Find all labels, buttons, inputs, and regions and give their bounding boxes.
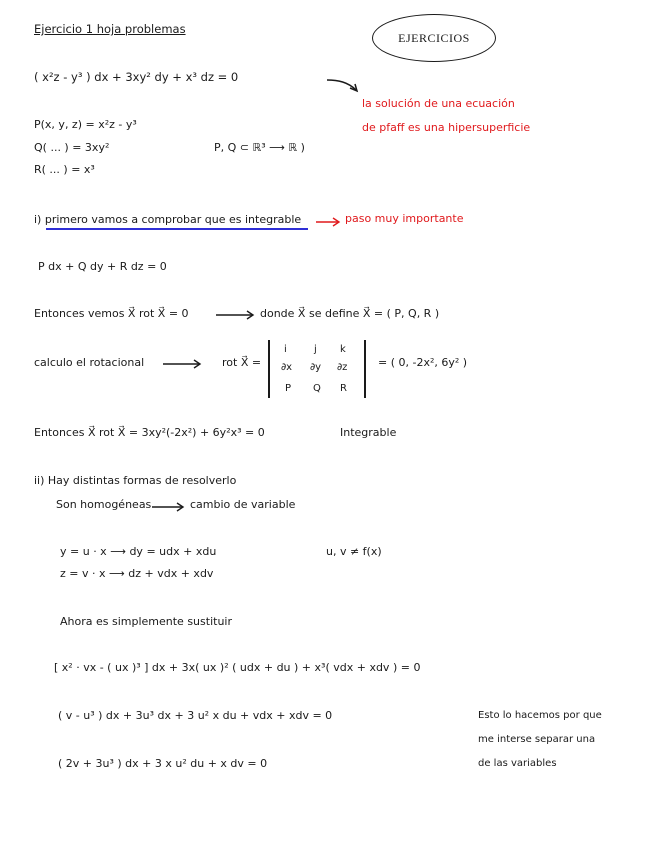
- sub-y: y = u · x ⟶ dy = udx + xdu: [60, 545, 217, 558]
- arrow-icon: [316, 217, 342, 227]
- simplified-eq: ( v - u³ ) dx + 3u³ dx + 3 u² x du + vdx + xdv = 0: [58, 709, 333, 722]
- change-variable: cambio de variable: [190, 498, 296, 511]
- matrix-cell: P: [285, 383, 292, 394]
- p-definition: P(x, y, z) = x²z - y³: [34, 118, 137, 131]
- arrow-icon: [326, 78, 360, 94]
- rot-label: rot X⃗ =: [222, 356, 262, 369]
- arrow-icon: [163, 359, 203, 369]
- matrix-cell: ∂y: [310, 362, 322, 373]
- pfaff-form: P dx + Q dy + R dz = 0: [38, 260, 167, 273]
- main-equation: ( x²z - y³ ) dx + 3xy² dy + x³ dz = 0: [34, 70, 239, 84]
- sub-z: z = v · x ⟶ dz + vdx + xdv: [60, 567, 214, 580]
- substituted-eq: [ x² · vx - ( ux )³ ] dx + 3x( ux )² ( udx + du ) + x³( vdx + xdv ) = 0: [54, 661, 421, 674]
- uv-note: u, v ≠ f(x): [326, 545, 382, 558]
- matrix-cell: i: [284, 344, 287, 355]
- matrix-cell: Q: [313, 383, 321, 394]
- integrable-check: Entonces X⃗ rot X⃗ = 3xy²(-2x²) + 6y²x³ = 0: [34, 426, 265, 439]
- arrow-icon: [216, 310, 256, 320]
- matrix-cell: ∂z: [337, 362, 348, 373]
- r-definition: R( ... ) = x³: [34, 163, 95, 176]
- matrix-right-bar: [364, 340, 366, 398]
- note-separate-1: Esto lo hacemos por que: [478, 710, 602, 721]
- page-title: Ejercicio 1 hoja problemas: [34, 22, 186, 36]
- note-separate-2: me interse separar una: [478, 734, 596, 745]
- rot-result: = ( 0, -2x², 6y² ): [378, 356, 468, 369]
- matrix-cell: R: [340, 383, 347, 394]
- exercises-stamp: [372, 14, 496, 62]
- then-see: Entonces vemos X⃗ rot X⃗ = 0: [34, 307, 189, 320]
- step-one: i) primero vamos a comprobar que es integrable: [34, 213, 302, 226]
- blue-underline: [46, 228, 308, 230]
- domain-definition: P, Q ⊂ ℝ³ ⟶ ℝ ): [214, 141, 305, 154]
- arrow-icon: [152, 502, 186, 512]
- matrix-cell: j: [314, 344, 317, 355]
- important-note: paso muy importante: [345, 212, 464, 225]
- homogeneous: Son homogéneas: [56, 498, 152, 511]
- calc-rot: calculo el rotacional: [34, 356, 145, 369]
- now-substitute: Ahora es simplemente sustituir: [60, 615, 232, 628]
- q-definition: Q( ... ) = 3xy²: [34, 141, 110, 154]
- stamp-text: EJERCICIOS: [398, 30, 470, 45]
- step-two: ii) Hay distintas formas de resolverlo: [34, 474, 237, 487]
- matrix-cell: k: [340, 344, 346, 355]
- note-separate-3: de las variables: [478, 758, 557, 769]
- final-eq: ( 2v + 3u³ ) dx + 3 x u² du + x dv = 0: [58, 757, 268, 770]
- pfaff-note-2: de pfaff es una hipersuperficie: [362, 121, 531, 134]
- pfaff-note-1: la solución de una ecuación: [362, 97, 515, 110]
- matrix-left-bar: [268, 340, 270, 398]
- matrix-cell: ∂x: [281, 362, 293, 373]
- where-defined: donde X⃗ se define X⃗ = ( P, Q, R ): [260, 307, 440, 320]
- integrable-word: Integrable: [340, 426, 397, 439]
